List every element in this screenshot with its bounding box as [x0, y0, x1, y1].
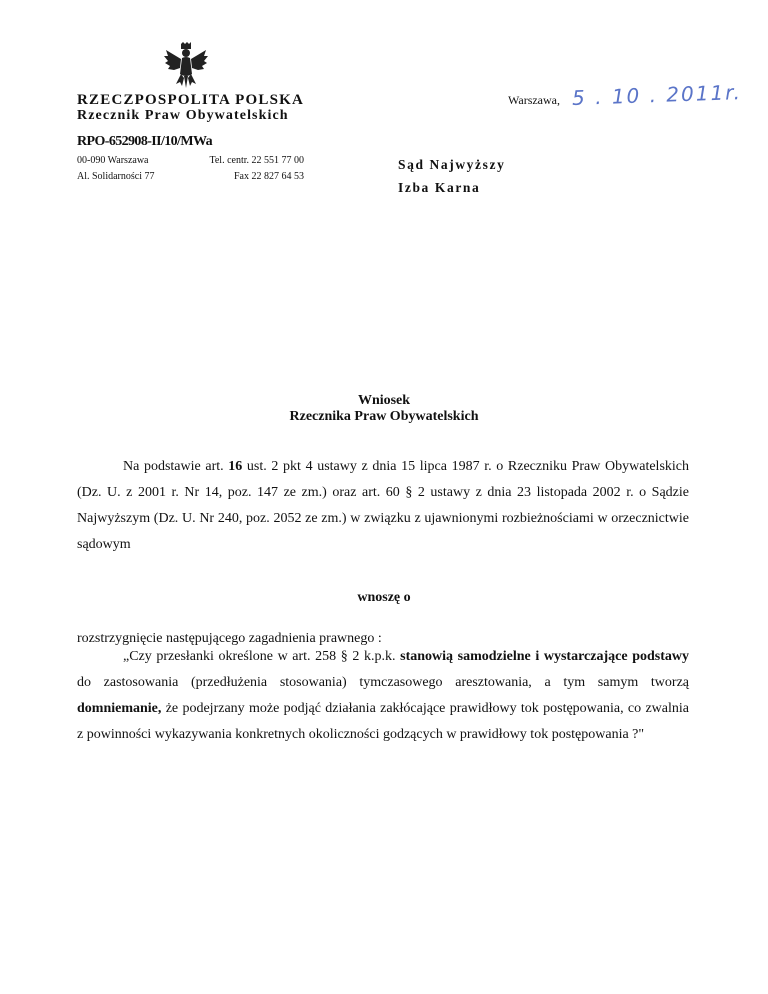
intro-text-c: ust. 2 pkt 4 ustawy z dnia 15 lipca 1987 r. o Rzeczniku Praw Obywatelskich (Dz. U. z 2001 r. Nr 14, poz. 147 ze zm.) oraz art. 60 § 2 ustawy z dnia 23 listopada 2002 r. o Sądzie Najwyższym (Dz. U. Nr 240, poz. 2052 ze zm.) w związku z ujawnionymi rozbieżnościami w orzecznictwie sądowym — [77, 459, 690, 552]
question-emphasis-1: stanowią samodzielne i wystarczające podstawy — [400, 649, 689, 664]
recipient-court: Sąd Najwyższy — [398, 157, 506, 172]
document-subtitle: Rzecznika Praw Obywatelskich — [289, 409, 479, 424]
intro-article-number: 16 — [228, 459, 243, 474]
question-text-a: „Czy przesłanki określone w art. 258 § 2 k.p.k. — [123, 649, 401, 664]
request-heading: wnoszę o — [357, 590, 411, 605]
address-line-1: 00-090 Warszawa — [77, 155, 149, 166]
date-city: Warszawa, — [508, 93, 561, 107]
question-emphasis-2: domniemanie, — [77, 701, 162, 716]
resolution-paragraph: rozstrzygnięcie następującego zagadnienia prawnego : — [77, 631, 382, 646]
polish-eagle-emblem-icon — [162, 42, 210, 90]
intro-paragraph — [77, 454, 689, 558]
address-line-2: Al. Solidarności 77 — [77, 171, 155, 182]
question-text-c: do zastosowania (przedłużenia stosowania) tymczasowego aresztowania, a tym samym tworzą — [77, 675, 689, 690]
phone-number: Tel. centr. 22 551 77 00 — [209, 155, 304, 166]
recipient-chamber: Izba Karna — [398, 180, 481, 195]
fax-number: Fax 22 827 64 53 — [234, 171, 304, 182]
institution-subtitle: Rzecznik Praw Obywatelskich — [77, 108, 289, 123]
institution-title: RZECZPOSPOLITA POLSKA — [77, 92, 305, 108]
reference-number: RPO-652908-II/10/MWa — [77, 134, 212, 149]
handwritten-date: 5 . 10 . 2011r. — [571, 80, 743, 110]
question-text-e: że podejrzany może podjąć działania zakłócające prawidłowy tok postępowania, co zwalnia z powinności wykazywania konkretnych okoliczności godzących w prawidłowy tok postępowania ?" — [77, 701, 689, 742]
intro-text-a: Na podstawie art. — [123, 459, 229, 474]
document-title: Wniosek — [357, 393, 411, 408]
legal-question-paragraph — [77, 644, 689, 748]
contact-numbers — [140, 153, 304, 185]
